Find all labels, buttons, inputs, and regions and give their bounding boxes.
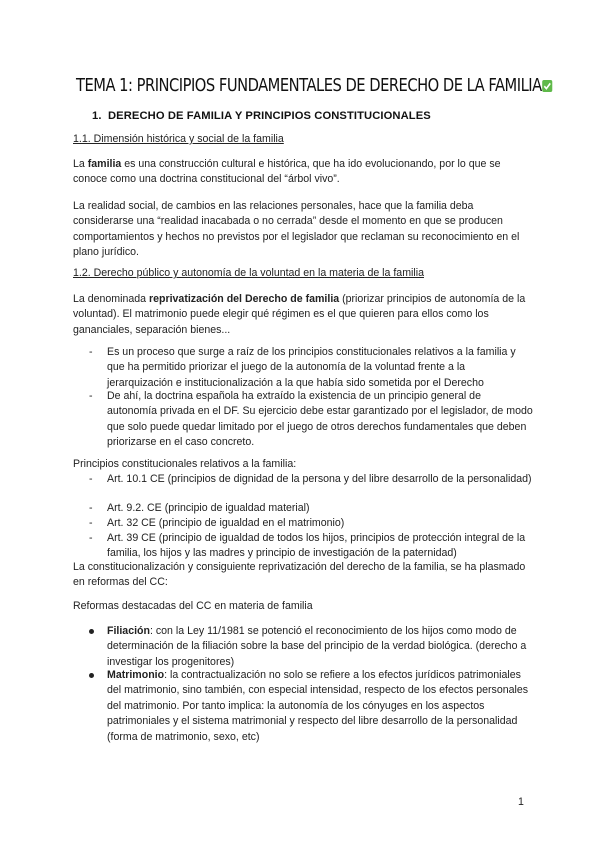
list-item: - Art. 32 CE (principio de igualdad en el matrimonio) (89, 517, 345, 529)
list-item: - Es un proceso que surge a raíz de los principios constitucionales relativos a la familia y que ha permitido priorizar el juego de la autonomía de la voluntad frente a la jerarquización e institucionalización a la que había sido sometida por el Derecho (89, 346, 516, 389)
section-heading: 1. DERECHO DE FAMILIA Y PRINCIPIOS CONSTITUCIONALES (92, 110, 431, 122)
check-mark-icon (542, 80, 552, 92)
paragraph-reformas: Reformas destacadas del CC en materia de familia (73, 600, 313, 612)
subsection-heading-2: 1.2. Derecho público y autonomía de la voluntad en la materia de la familia (73, 267, 424, 279)
paragraph-principios: Principios constitucionales relativos a la familia: (73, 458, 297, 470)
list-item: Matrimonio: la contractualización no solo se refiere a los efectos jurídicos patrimoniales del matrimonio, sino también, con especial intensidad, respecto de los efectos personales del matrimonio. Por tanto implica: la autonomía de los cónyuges en los aspectos patrimoniales y el sistema matrimonial y respecto del libre desarrollo de la personalidad (forma de matrimonio, sexo, etc) (89, 668, 535, 745)
list-item: - Art. 10.1 CE (principios de dignidad de la persona y del libre desarrollo de la personalidad) (89, 473, 532, 485)
paragraph-familia: La familia es una construcción cultural e histórica, que ha ido evolucionando, por lo que se conoce como una doctrina constitucional del “árbol vivo”. (73, 158, 501, 186)
list-item: Filiación: con la Ley 11/1981 se potenció el reconocimiento de los hijos como modo de determinación de la filiación sobre la base del principio de la verdad biológica. (derecho a investigar los progenitores) (89, 624, 535, 670)
subsection-heading-1: 1.1. Dimensión histórica y social de la familia (73, 133, 284, 145)
list-item: - De ahí, la doctrina española ha extraído la existencia de un principio general de autonomía privada en el DF. Su ejercicio debe estar garantizado por el legislador, de modo que solo puede quedar limitado por el juego de otros derechos fundamentales que deben priorizarse en el caso concreto. (89, 390, 533, 449)
list-item: - Art. 39 CE (principio de igualdad de todos los hijos, principios de protección integral de la familia, los hijos y las madres y principio de investigación de la paternidad) (89, 532, 526, 560)
paragraph-realidad-social: La realidad social, de cambios en las relaciones personales, hace que la familia deba considerarse una “realidad inacabada o no cerrada” desde el momento en que se producen comportamientos y hechos no previstos por el legislador que reclaman su reconocimiento en el plano jurídico. (73, 200, 520, 259)
page-title: TEMA 1: PRINCIPIOS FUNDAMENTALES DE DERECHO DE LA FAMILIA (76, 76, 553, 96)
list-item: - Art. 9.2. CE (principio de igualdad material) (89, 502, 310, 514)
page-number: 1 (518, 796, 524, 808)
paragraph-reprivatizacion: La denominada reprivatización del Derecho de familia (priorizar principios de autonomía de la voluntad). El matrimonio puede elegir qué régimen es el que quieren para ellos como los gananciales, separación bienes... (73, 293, 526, 336)
paragraph-constitucionalizacion: La constitucionalización y consiguiente reprivatización del derecho de la familia, se ha plasmado en reformas del CC: (73, 561, 526, 589)
